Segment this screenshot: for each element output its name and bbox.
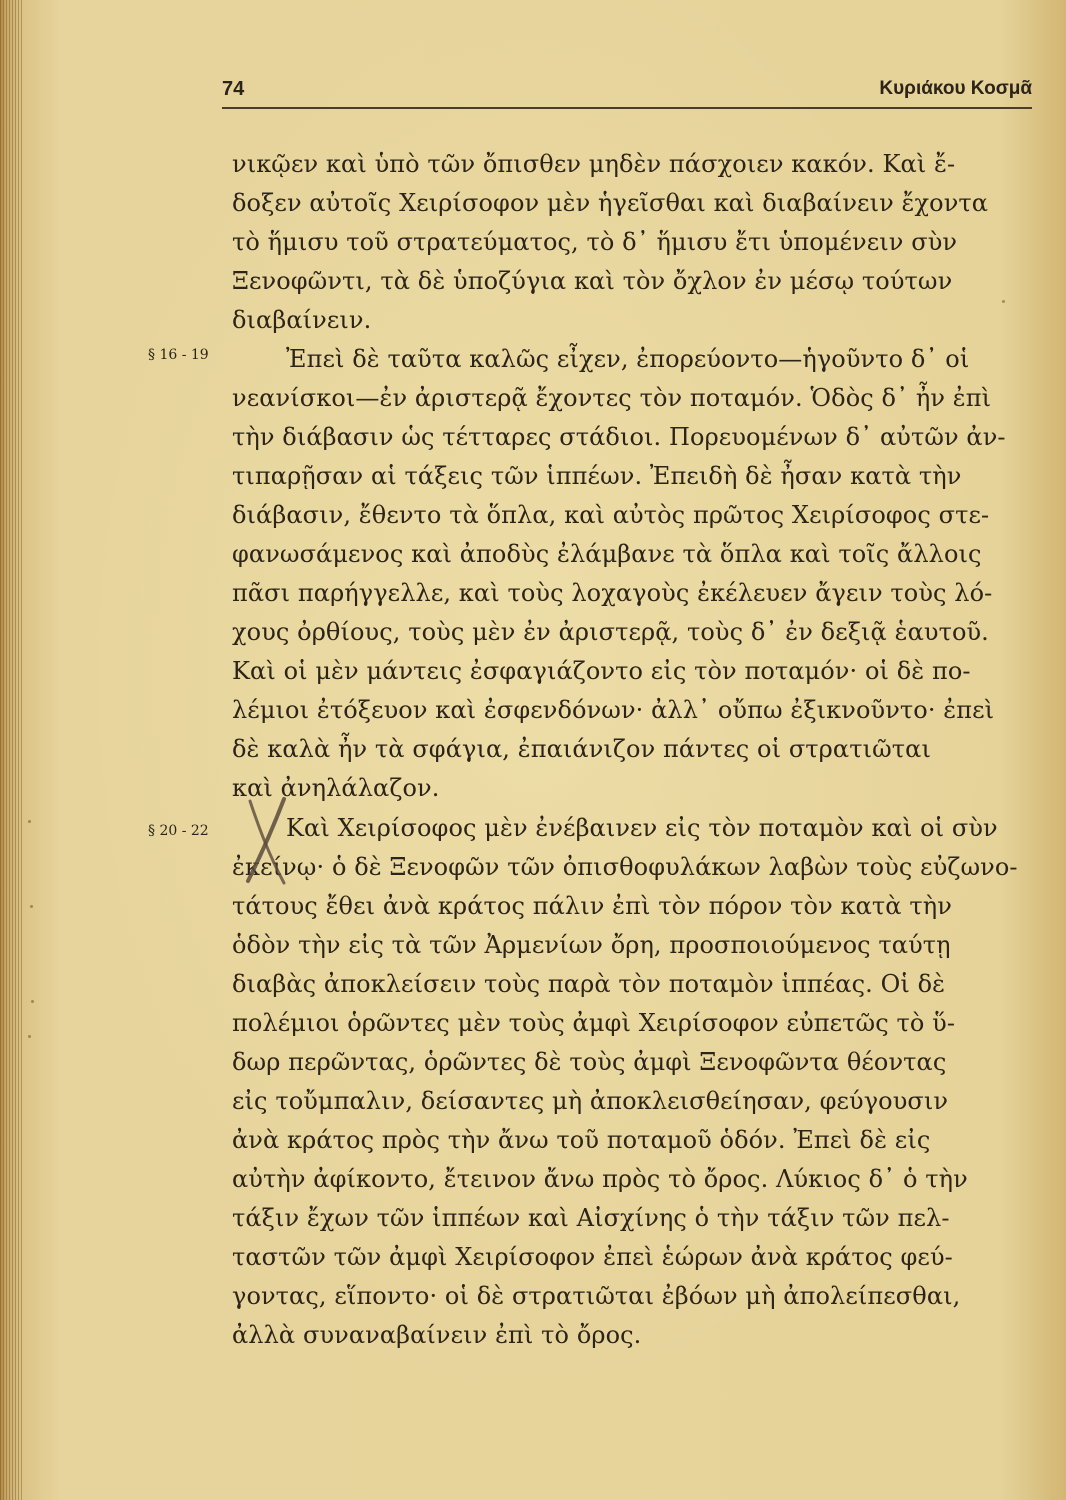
text-line: τὴν διάβασιν ὡς τέτταρες στάδιοι. Πορευομένων δ᾽ αὐτῶν ἀν-	[232, 423, 1006, 451]
book-binding-edge	[0, 0, 24, 1500]
running-head: Κυριάκου Κοσμᾶ	[879, 78, 1032, 99]
text-line: Καὶ οἱ μὲν μάντεις ἐσφαγιάζοντο εἰς τὸν ποταμόν· οἱ δὲ πο-	[232, 657, 971, 685]
text-line: πᾶσι παρήγγελλε, καὶ τοὺς λοχαγοὺς ἐκέλευεν ἄγειν τοὺς λό-	[232, 579, 993, 607]
text-line: αὐτὴν ἀφίκοντο, ἔτεινον ἄνω πρὸς τὸ ὄρος. Λύκιος δ᾽ ὁ τὴν	[232, 1165, 968, 1193]
text-line: φανωσάμενος καὶ ἀποδὺς ἐλάμβανε τὰ ὅπλα καὶ τοῖς ἄλλοις	[232, 540, 982, 568]
text-line: ἀνὰ κράτος πρὸς τὴν ἄνω τοῦ ποταμοῦ ὁδόν. Ἐπεὶ δὲ εἰς	[232, 1126, 931, 1154]
text-line: τιπαρῇσαν αἱ τάξεις τῶν ἱππέων. Ἐπειδὴ δὲ ἦσαν κατὰ τὴν	[232, 462, 962, 490]
text-line: τὸ ἥμισυ τοῦ στρατεύματος, τὸ δ᾽ ἥμισυ ἔτι ὑπομένειν σὺν	[232, 228, 958, 256]
text-line: ἐκείνῳ· ὁ δὲ Ξενοφῶν τῶν ὀπισθοφυλάκων λαβὼν τοὺς εὐζωνο-	[232, 853, 1018, 881]
text-line: καὶ ἀνηλάλαζον.	[232, 774, 440, 802]
header-rule	[222, 107, 1032, 109]
text-line: νικῷεν καὶ ὑπὸ τῶν ὄπισθεν μηδὲν πάσχοιεν κακόν. Καὶ ἔ-	[232, 150, 956, 178]
marginal-section-note: § 16 - 19	[148, 347, 209, 363]
text-line: Ξενοφῶντι, τὰ δὲ ὑποζύγια καὶ τὸν ὄχλον ἐν μέσῳ τούτων	[232, 267, 953, 295]
text-line: διαβὰς ἀποκλείσειν τοὺς παρὰ τὸν ποταμὸν ἱππέας. Οἱ δὲ	[232, 970, 946, 998]
text-line: πολέμιοι ὁρῶντες μὲν τοὺς ἀμφὶ Χειρίσοφον εὐπετῶς τὸ ὕ-	[232, 1009, 956, 1037]
text-line: χους ὀρθίους, τοὺς μὲν ἐν ἀριστερᾷ, τοὺς δ᾽ ἐν δεξιᾷ ἑαυτοῦ.	[232, 618, 989, 646]
text-line: ἀλλὰ συναναβαίνειν ἐπὶ τὸ ὄρος.	[232, 1321, 642, 1349]
text-line: Ἐπεὶ δὲ ταῦτα καλῶς εἶχεν, ἐπορεύοντο—ἡγοῦντο δ᾽ οἱ	[286, 345, 970, 373]
text-line: διάβασιν, ἔθεντο τὰ ὅπλα, καὶ αὐτὸς πρῶτος Χειρίσοφος στε-	[232, 501, 990, 529]
text-line: δὲ καλὰ ἦν τὰ σφάγια, ἐπαιάνιζον πάντες οἱ στρατιῶται	[232, 735, 931, 763]
text-line: εἰς τοὔμπαλιν, δείσαντες μὴ ἀποκλεισθείησαν, φεύγουσιν	[232, 1087, 949, 1115]
text-line: Καὶ Χειρίσοφος μὲν ἐνέβαινεν εἰς τὸν ποταμὸν καὶ οἱ σὺν	[286, 814, 998, 842]
page-number: 74	[222, 78, 245, 100]
text-line: λέμιοι ἐτόξευον καὶ ἐσφενδόνων· ἀλλ᾽ οὔπω ἐξικνοῦντο· ἐπεὶ	[232, 696, 995, 724]
text-line: νεανίσκοι—ἐν ἀριστερᾷ ἔχοντες τὸν ποταμόν. Ὁδὸς δ᾽ ἦν ἐπὶ	[232, 384, 992, 412]
page-header	[222, 78, 1032, 114]
marginal-section-note: § 20 - 22	[148, 823, 209, 839]
text-line: τάτους ἔθει ἀνὰ κράτος πάλιν ἐπὶ τὸν πόρον τὸν κατὰ τὴν	[232, 892, 952, 920]
text-line: γοντας, εἵποντο· οἱ δὲ στρατιῶται ἐβόων μὴ ἀπολείπεσθαι,	[232, 1282, 961, 1310]
pencil-x-mark-icon	[244, 795, 288, 887]
text-line: ταστῶν τῶν ἀμφὶ Χειρίσοφον ἐπεὶ ἑώρων ἀνὰ κράτος φεύ-	[232, 1243, 953, 1271]
text-line: διαβαίνειν.	[232, 306, 372, 334]
text-line: δοξεν αὐτοῖς Χειρίσοφον μὲν ἡγεῖσθαι καὶ διαβαίνειν ἔχοντα	[232, 189, 989, 217]
text-line: ὁδὸν τὴν εἰς τὰ τῶν Ἀρμενίων ὄρη, προσποιούμενος ταύτῃ	[232, 931, 951, 959]
text-line: τάξιν ἔχων τῶν ἱππέων καὶ Αἰσχίνης ὁ τὴν τάξιν τῶν πελ-	[232, 1204, 950, 1232]
text-line: δωρ περῶντας, ὁρῶντες δὲ τοὺς ἀμφὶ Ξενοφῶντα θέοντας	[232, 1048, 947, 1076]
